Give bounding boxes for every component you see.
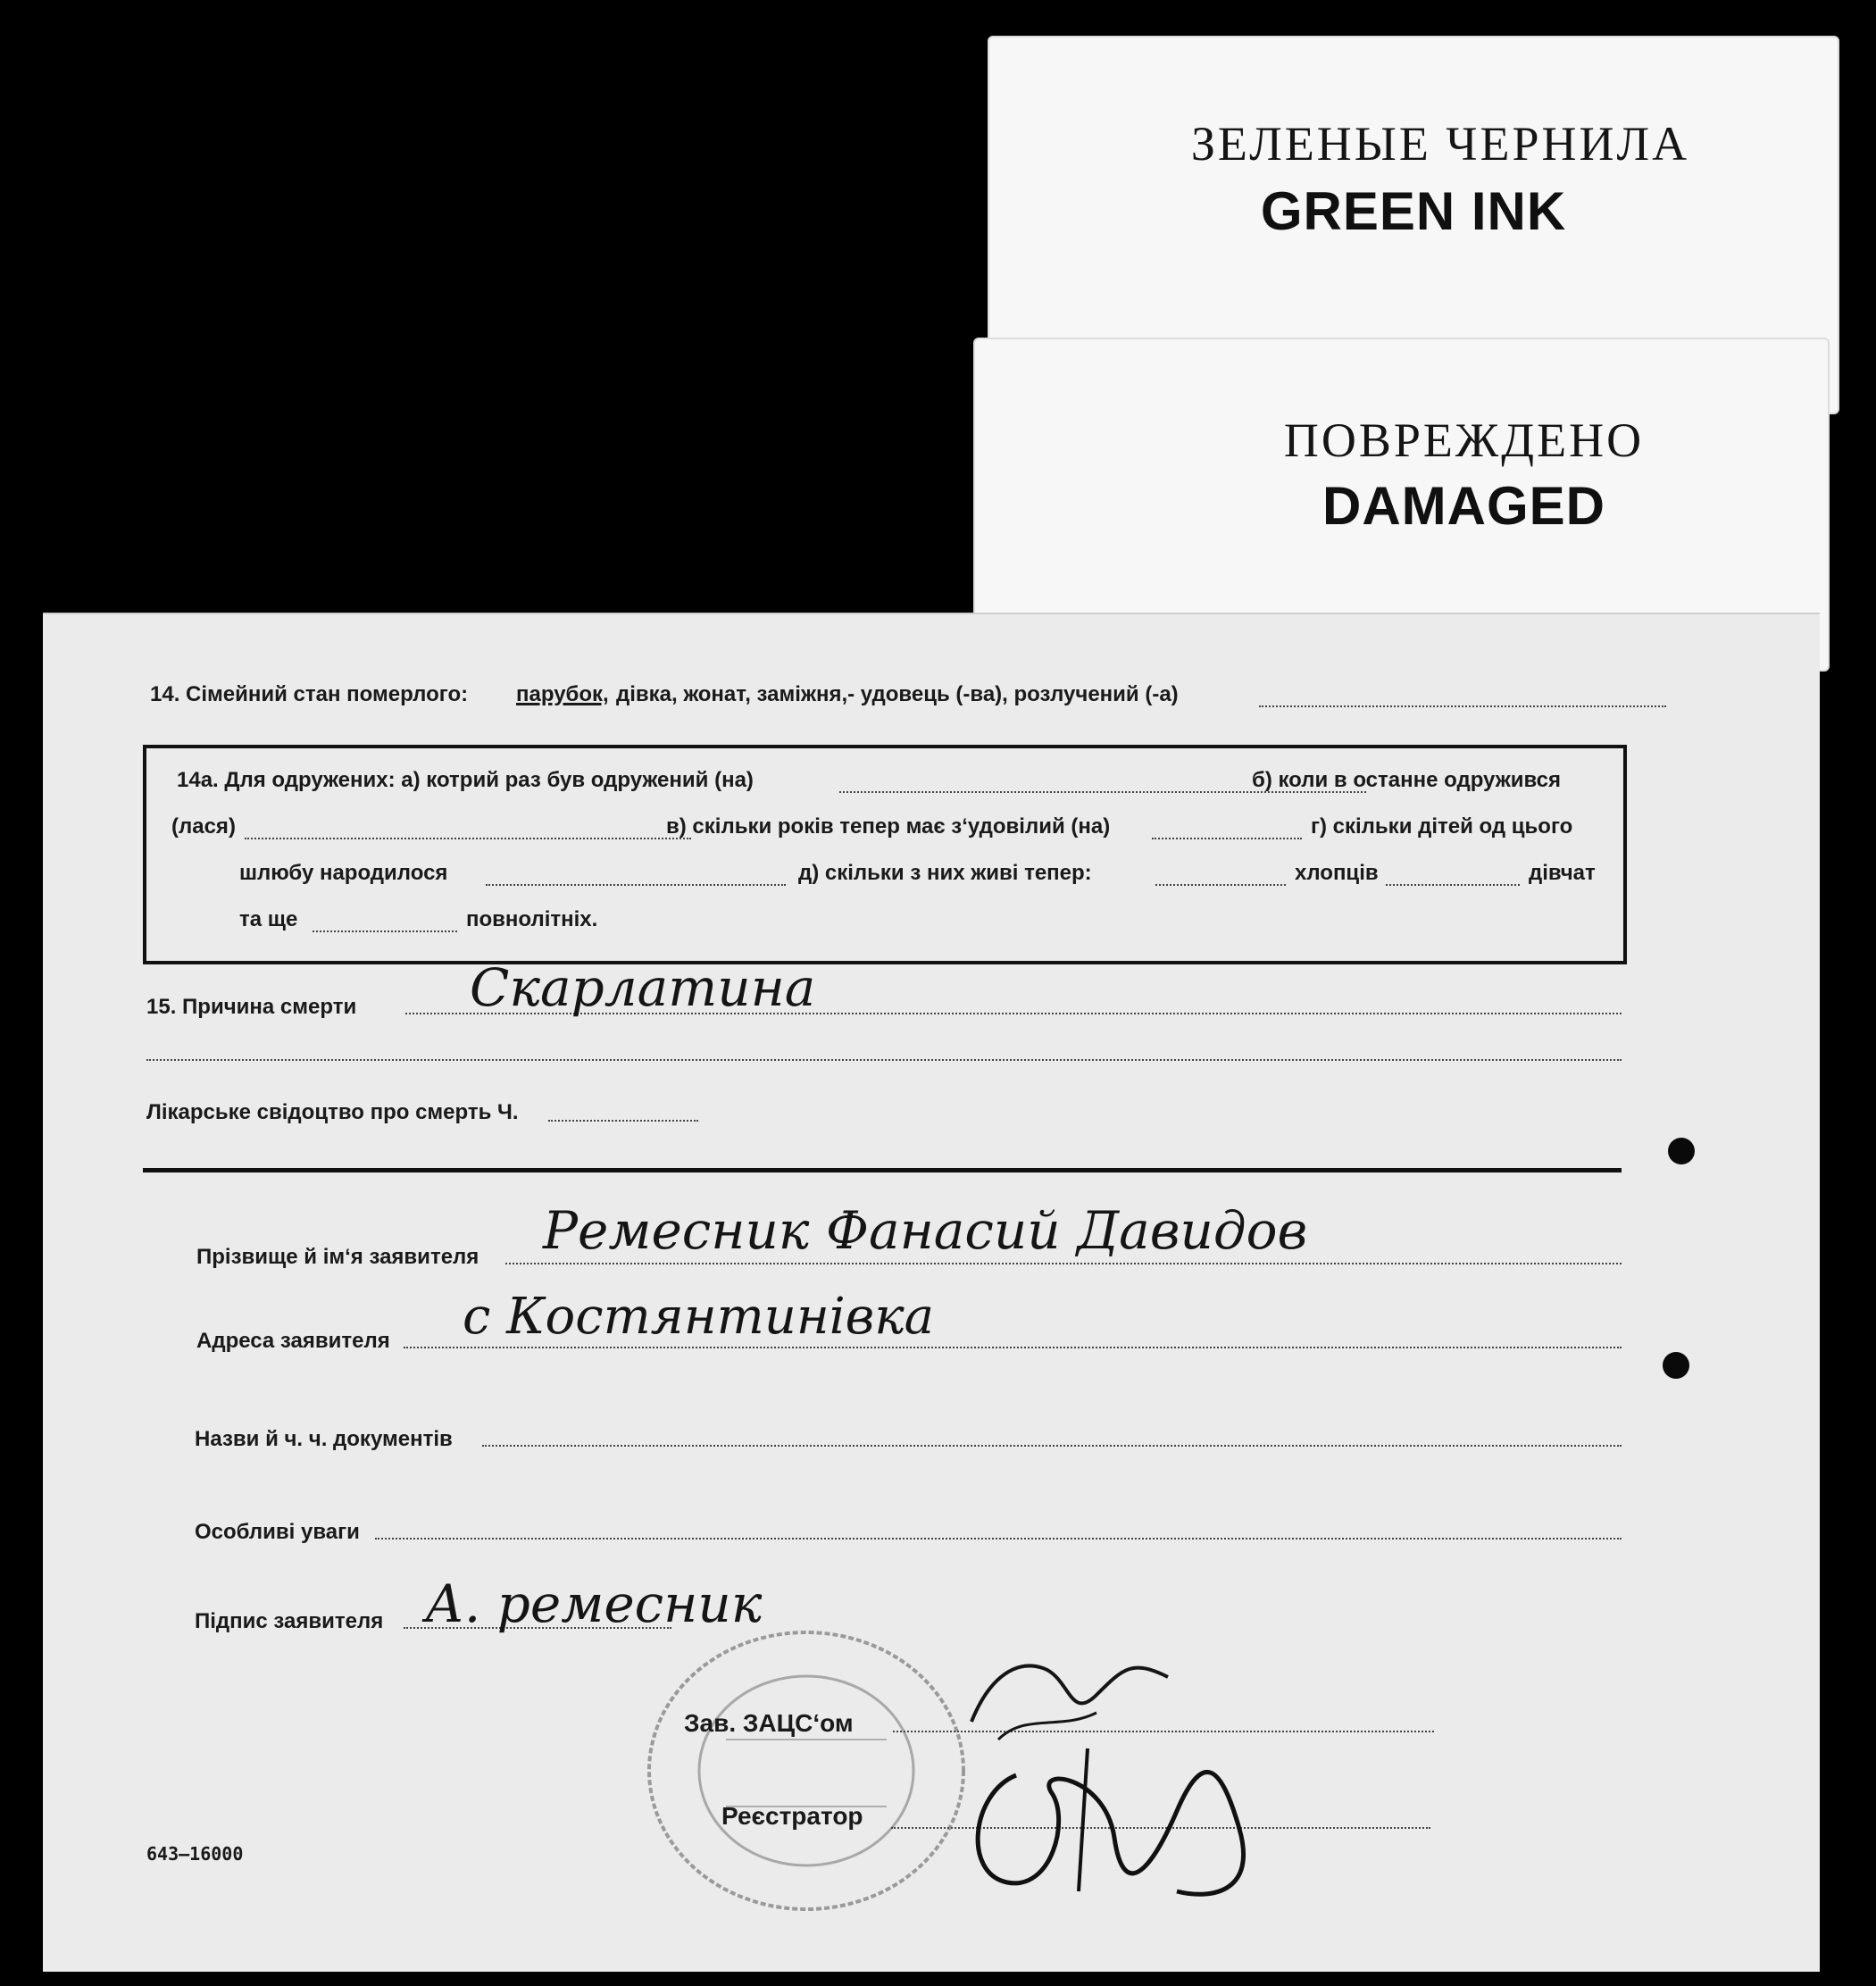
- registry-head-label: Зав. ЗАЦС‘ом: [684, 1709, 854, 1737]
- marital-status-options: дівка, жонат, заміжня,- удовець (-ва), розлучений (-а): [616, 682, 1179, 706]
- adults-label: повнолітніх.: [466, 907, 598, 931]
- boys-label: хлопців: [1295, 861, 1379, 885]
- death-record-form: [43, 613, 1820, 1972]
- registry-stamp: [641, 1623, 971, 1918]
- applicant-address-line: [404, 1347, 1622, 1348]
- applicant-address-value: с Костянтинівка: [463, 1288, 935, 1346]
- registrar-label: Реєстратор: [721, 1802, 863, 1830]
- damaged-tag-en: DAMAGED: [1322, 476, 1605, 536]
- applicant-name-label: Прізвище й ім‘я заявителя: [196, 1245, 479, 1269]
- applicant-signature-value: А. ремесник: [425, 1573, 763, 1634]
- children-alive-line: [1155, 884, 1286, 886]
- marital-status-label: 14. Сімейний стан померлого:: [150, 682, 469, 706]
- applicant-signature-label: Підпис заявителя: [195, 1609, 384, 1633]
- damaged-tag-ru: ПОВРЕЖДЕНО: [1283, 413, 1645, 467]
- children-alive-label: д) скільки з них живі тепер:: [798, 861, 1092, 885]
- cause-of-death-value: Скарлатина: [470, 957, 816, 1018]
- green-ink-tag-ru: ЗЕЛЕНЫЕ ЧЕРНИЛА: [1190, 117, 1690, 171]
- adults-line: [313, 930, 457, 932]
- registrar-signature: [954, 1740, 1275, 1909]
- cause-of-death-line-2: [146, 1059, 1622, 1061]
- last-married-label: б) коли в останне одружився: [1252, 768, 1561, 792]
- last-married-line: [245, 838, 691, 839]
- binding-hole: [1663, 1352, 1689, 1379]
- children-count-label: г) скільки дітей од цього: [1311, 814, 1573, 839]
- last-married-suffix: (лася): [171, 814, 236, 839]
- widowed-years-line: [1152, 838, 1302, 839]
- head-signature: [963, 1641, 1177, 1748]
- marital-status-line: [1259, 705, 1666, 707]
- green-ink-tag-en: GREEN INK: [1260, 181, 1567, 241]
- cause-of-death-label: 15. Причина смерти: [146, 995, 357, 1019]
- documents-line: [482, 1445, 1622, 1447]
- medical-certificate-label: Лікарське свідоцтво про смерть Ч.: [146, 1100, 519, 1124]
- remarks-line: [375, 1538, 1622, 1540]
- medical-certificate-line: [548, 1120, 698, 1122]
- girls-label: дівчат: [1529, 861, 1596, 885]
- documents-label: Назви й ч. ч. документів: [195, 1427, 453, 1451]
- times-married-label: 14а. Для одружених: а) котрий раз був одружений (на): [177, 768, 754, 792]
- marital-status-selected: парубок,: [516, 682, 609, 706]
- applicant-name-line: [505, 1263, 1622, 1264]
- form-code: 643—16000: [146, 1843, 244, 1865]
- widowed-years-label: в) скільки років тепер має з‘удовілий (на): [666, 814, 1111, 839]
- section-divider: [143, 1168, 1622, 1172]
- children-born-line: [486, 884, 786, 886]
- applicant-name-value: Ремесник Фанасий Давидов: [543, 1200, 1308, 1261]
- and-more-label: та ще: [239, 907, 298, 931]
- applicant-address-label: Адреса заявителя: [196, 1329, 390, 1353]
- children-born-label: шлюбу народилося: [239, 861, 448, 885]
- remarks-label: Особливі уваги: [195, 1520, 360, 1544]
- binding-hole: [1668, 1138, 1695, 1164]
- boys-line: [1386, 884, 1520, 886]
- married-details-box: [143, 745, 1627, 964]
